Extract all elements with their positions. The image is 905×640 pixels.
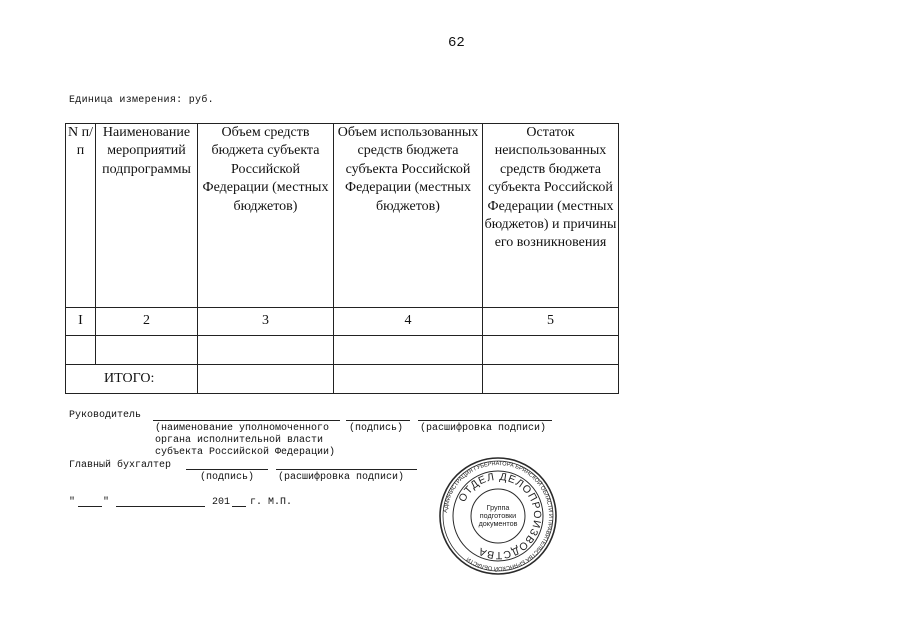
head-caption-decoding: (расшифровка подписи)	[420, 423, 547, 434]
date-day-line	[78, 506, 102, 507]
stamp-inner-text: ОТДЕЛ ДЕЛОПРОИЗВОДСТВА	[456, 470, 544, 562]
head-signature-line	[346, 420, 410, 421]
table-cell-empty	[483, 365, 619, 394]
official-stamp	[439, 457, 557, 575]
head-decoding-line	[418, 420, 552, 421]
head-position-line	[153, 420, 340, 421]
header-cell-activity-name: Наименование мероприятий подпрограммы	[96, 124, 198, 308]
stamp-center-line2: подготовки	[479, 511, 517, 520]
page-number: 62	[448, 35, 465, 51]
head-label: Руководитель	[69, 410, 142, 421]
total-label: ИТОГО:	[66, 365, 198, 394]
column-number-cell: 2	[96, 308, 198, 336]
column-number-cell: I	[66, 308, 96, 336]
accountant-caption-signature: (подпись)	[200, 472, 255, 483]
unit-of-measure: Единица измерения: руб.	[69, 95, 214, 106]
date-year-line	[232, 506, 246, 507]
table-cell-empty	[198, 336, 334, 365]
header-cell-number: N п/п	[66, 124, 96, 308]
column-number-cell: 5	[483, 308, 619, 336]
date-suffix: г. М.П.	[250, 497, 293, 508]
table-header-row	[66, 124, 619, 308]
header-cell-used-volume: Объем использованных средств бюджета субъекта Российской Федерации (местных бюджетов)	[334, 124, 483, 308]
head-caption-position: (наименование уполномоченного	[155, 423, 330, 434]
stamp-center-line1: Группа	[486, 503, 510, 512]
head-caption-line3: субъекта Российской Федерации)	[155, 447, 336, 458]
table-cell-empty	[334, 365, 483, 394]
date-month-line	[116, 506, 205, 507]
column-number-cell: 4	[334, 308, 483, 336]
header-cell-budget-volume: Объем средств бюджета субъекта Российской Федерации (местных бюджетов)	[198, 124, 334, 308]
column-number-cell: 3	[198, 308, 334, 336]
date-quote-close: "	[103, 497, 110, 508]
report-table	[65, 123, 619, 394]
accountant-label: Главный бухгалтер	[69, 460, 172, 471]
table-row-column-numbers	[66, 308, 619, 336]
table-cell-empty	[66, 336, 96, 365]
date-quote-open: "	[69, 497, 76, 508]
accountant-decoding-line	[276, 469, 417, 470]
table-cell-empty	[96, 336, 198, 365]
table-row-total	[66, 365, 619, 394]
table-cell-empty	[483, 336, 619, 365]
stamp-center-line3: документов	[478, 519, 518, 528]
date-year: 201	[212, 497, 231, 508]
head-caption-line2: органа исполнительной власти	[155, 435, 324, 446]
accountant-signature-line	[186, 469, 268, 470]
head-caption-signature: (подпись)	[349, 423, 404, 434]
table-row-empty	[66, 336, 619, 365]
header-cell-remainder: Остаток неиспользованных средств бюджета субъекта Российской Федерации (местных бюджетов) и причины его возникновения	[483, 124, 619, 308]
accountant-caption-decoding: (расшифровка подписи)	[278, 472, 405, 483]
table-cell-empty	[198, 365, 334, 394]
table-cell-empty	[334, 336, 483, 365]
stamp-outer-text: АДМИНИСТРАЦИЯ ГУБЕРНАТОРА БРЯНСКОЙ ОБЛАСТИ И ПРАВИТЕЛЬСТВА БРЯНСКОЙ ОБЛАСТИ	[443, 460, 554, 572]
